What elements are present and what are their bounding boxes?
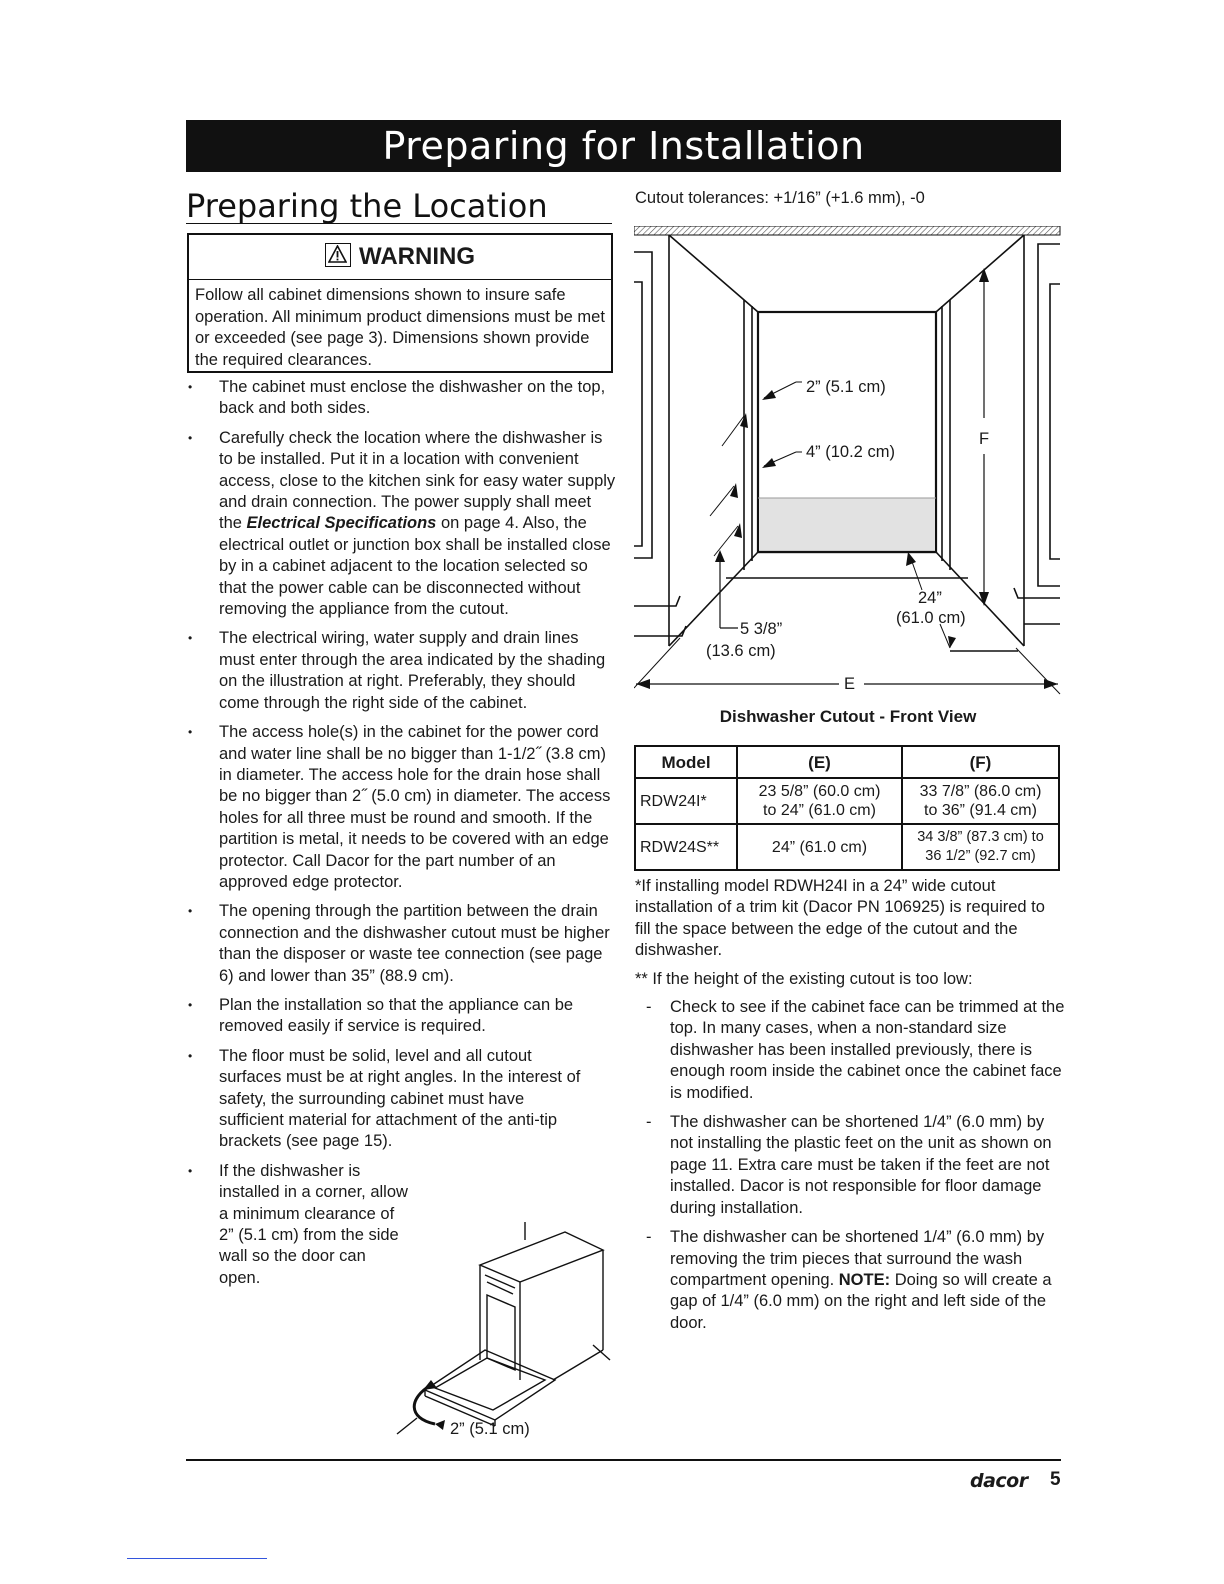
section-title: Preparing the Location — [186, 187, 548, 225]
cutout-front-view-diagram — [634, 226, 1064, 698]
option-text: The dishwasher can be shortened 1/4” (6.0 mm) by not installing the plastic feet on the unit as shown on page 11. Extra care must be taken if the feet are not installed. Dacor is not responsible for floor damage during installation. — [670, 1113, 1052, 1217]
corner-clearance-label: 2” (5.1 cm) — [450, 1420, 530, 1438]
page-banner: Preparing for Installation — [186, 120, 1061, 172]
title-underline — [186, 223, 612, 224]
shortening-options-list — [635, 997, 1065, 1334]
cutout-tolerances: Cutout tolerances: +1/16” (+1.6 mm), -0 — [635, 189, 925, 207]
location-bullet-list — [186, 377, 616, 1297]
e-cell — [737, 778, 902, 824]
cell-line: 34 3/8” (87.3 cm) to — [917, 829, 1044, 845]
cell-line: to 24” (61.0 cm) — [763, 802, 876, 819]
table-row — [635, 778, 1059, 824]
cell-line: 36 1/2” (92.7 cm) — [925, 848, 1036, 864]
two-inch-label: 2” (5.1 cm) — [806, 378, 886, 396]
trim-kit-note: *If installing model RDWH24I in a 24” wide cutout installation of a trim kit (Dacor PN 106925) is required to fill the space between the edge of the cutout and the dishwasher. — [635, 877, 1045, 960]
warning-triangle-icon — [325, 243, 351, 267]
list-item — [635, 1112, 1065, 1219]
diagram-caption: Dishwasher Cutout - Front View — [719, 707, 977, 726]
cell-line: 23 5/8” (60.0 cm) — [758, 783, 881, 800]
warning-box — [187, 233, 613, 373]
twenty-four-inch-label: 24” — [918, 589, 942, 607]
warning-text: Follow all cabinet dimensions shown to insure safe operation. All minimum product dimensions must be met or exceeded (see page 3). Dimensions shown provide the required clearances. — [195, 286, 605, 369]
option-text: Check to see if the cabinet face can be trimmed at the top. In many cases, when a non-standard size dishwasher has been installed previously, there is enough room inside the cabinet once the cabinet face is modified. — [670, 998, 1065, 1102]
list-item — [186, 901, 616, 987]
f-cell — [902, 778, 1059, 824]
column-header: Model — [635, 746, 737, 778]
table-row — [635, 824, 1059, 870]
corner-dishwasher-illustration — [395, 1220, 620, 1445]
bullet-emphasis: Electrical Specifications — [246, 514, 437, 533]
bullet-text: The floor must be solid, level and all cutout surfaces must be at right angles. In the interest of safety, the surrounding cabinet must have sufficient material for attachment of the anti-tip brackets (see page 15). — [219, 1046, 581, 1151]
cutout-height-note: ** If the height of the existing cutout is too low: — [635, 969, 973, 988]
note-emphasis: NOTE: — [838, 1270, 891, 1289]
f-dimension-label: F — [979, 430, 990, 448]
bullet-text: on page 4. Also, the electrical outlet or junction box shall be installed close by in a cabinet adjacent to the location selected so that the power cable can be disconnected without removing the appliance from the cutout. — [219, 514, 611, 619]
page-number: 5 — [1050, 1469, 1061, 1490]
bullet-text: The opening through the partition between the drain connection and the dishwasher cutout must be higher than the disposer or waste tee connection (see page 6) and lower than 35” (88.9 cm). — [219, 902, 610, 985]
notes-block — [635, 876, 1065, 1342]
corner-link-underline — [127, 1558, 267, 1559]
bullet-text: The electrical wiring, water supply and drain lines must enter through the area indicated by the shading on the illustration at right. Preferably, they should come through the right side of the cabinet. — [219, 629, 606, 712]
five-three-eighths-label: 5 3/8” — [740, 620, 783, 638]
dimension-table — [634, 745, 1060, 871]
five-three-eighths-metric-label: (13.6 cm) — [706, 642, 776, 660]
table-header-row — [635, 746, 1059, 778]
warning-heading — [189, 235, 611, 280]
four-inch-label: 4” (10.2 cm) — [806, 443, 895, 461]
list-item — [186, 1046, 589, 1153]
twenty-four-inch-metric-label: (61.0 cm) — [896, 609, 966, 627]
bullet-text: The cabinet must enclose the dishwasher on the top, back and both sides. — [219, 378, 606, 418]
dacor-logo: dacor — [970, 1470, 1028, 1492]
bullet-text: The access hole(s) in the cabinet for the power cord and water line shall be no bigger than 1-1/2˝ (3.8 cm) in diameter. The access hole for the drain hose shall be no bigger than 2˝ (5.0 cm) in diameter. The access holes for all three must be round and smooth. If the partition is metal, it needs to be covered with an edge protector. Call Dacor for the part number of an approved edge protector. — [219, 723, 611, 891]
model-cell: RDW24S** — [635, 824, 737, 870]
column-header: (F) — [902, 746, 1059, 778]
cell-line: to 36” (91.4 cm) — [924, 802, 1037, 819]
option-text: The dishwasher can be shortened 1/4” (6.0 mm) by removing the trim pieces that surround the wash compartment opening. — [670, 1228, 1045, 1289]
list-item — [186, 722, 616, 893]
list-item — [186, 377, 616, 420]
e-dimension-label: E — [844, 675, 856, 693]
f-cell — [902, 824, 1059, 870]
warning-heading-text: WARNING — [359, 243, 475, 270]
option-text: Doing so will create a gap of 1/4” (6.0 mm) on the right and left side of the door. — [670, 1270, 1052, 1332]
list-item — [186, 428, 616, 621]
list-item — [186, 1161, 409, 1289]
list-item — [635, 997, 1065, 1104]
list-item — [186, 628, 616, 714]
column-header: (E) — [737, 746, 902, 778]
bullet-text: Carefully check the location where the dishwasher is to be installed. Put it in a location with convenient access, close to the kitchen sink for easy water supply and drain connection. The power supply shall meet the — [219, 428, 616, 533]
e-cell: 24” (61.0 cm) — [737, 824, 902, 870]
bullet-text: Plan the installation so that the appliance can be removed easily if service is required. — [219, 995, 574, 1036]
list-item — [186, 995, 616, 1038]
cell-line: 33 7/8” (86.0 cm) — [919, 783, 1042, 800]
list-item — [635, 1227, 1065, 1334]
model-cell: RDW24I* — [635, 778, 737, 824]
footer-rule — [186, 1459, 1061, 1461]
bullet-text: If the dishwasher is installed in a corner, allow a minimum clearance of 2” (5.1 cm) from the side wall so the door can open. — [219, 1161, 408, 1287]
